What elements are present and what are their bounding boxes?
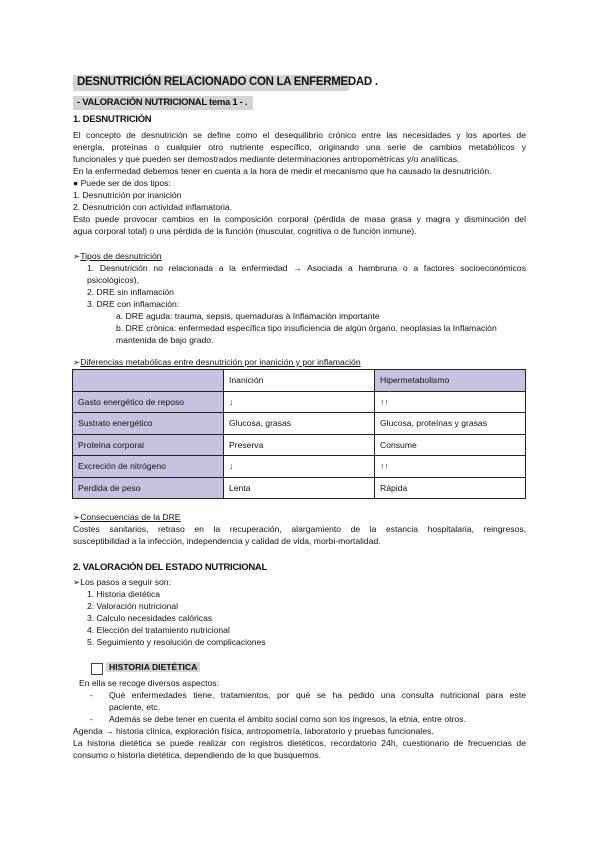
arrow-bullet: ➢ bbox=[73, 577, 81, 587]
dash-bullet: - bbox=[90, 714, 93, 724]
table-row bbox=[73, 456, 526, 478]
table-cell: Sustrato energético bbox=[73, 413, 224, 435]
hist-d2: Además se debe tener en cuenta el ámbito social como son los ingresos, la etnia, entre otros. bbox=[109, 714, 466, 724]
table-cell: Perdida de peso bbox=[73, 477, 224, 499]
table-cell: Lenta bbox=[224, 477, 375, 499]
table-cell: Rápida bbox=[375, 477, 526, 499]
hist-agenda: Agenda → historia clínica, exploración física, antropometría, laboratorio y pruebas funcionales. bbox=[73, 726, 434, 736]
tipos-item-1-cont: psicológicos), bbox=[87, 275, 140, 285]
dif-heading bbox=[73, 356, 361, 368]
s2-step-4: 4. Elección del tratamiento nutricional bbox=[87, 625, 230, 635]
historia-heading: HISTORIA DIETÉTICA bbox=[106, 662, 200, 672]
table-cell: Gasto energético de reposo bbox=[73, 391, 224, 413]
s2-step-5: 5. Seguimiento y resolución de complicaciones bbox=[87, 637, 266, 647]
tipos-item-2: 2. DRE sin inflamación bbox=[87, 287, 174, 297]
table-header-row bbox=[73, 370, 526, 392]
table-cell: ↑↑ bbox=[375, 391, 526, 413]
table-cell: Preserva bbox=[224, 434, 375, 456]
tipos-heading-text: Tipos de desnutrición bbox=[80, 251, 162, 261]
tipos-heading bbox=[73, 250, 162, 262]
page-subtitle: - VALORACIÓN NUTRICIONAL tema 1 - . bbox=[73, 96, 253, 110]
metabolic-differences-table bbox=[72, 369, 526, 499]
s1-p3-line1: Esto puede provocar cambios en la composición corporal (pérdida de masa grasa y magra y disminución del bbox=[73, 214, 526, 224]
table-cell: Excreción de nitrógeno bbox=[73, 456, 224, 478]
tipos-item-3: 3. DRE con inflamación: bbox=[87, 299, 180, 309]
table-row bbox=[73, 434, 526, 456]
s1-p3-line2: agua corporal total) o una pérdida de la función (muscular, cognitiva o de función inmune). bbox=[73, 226, 417, 236]
table-row bbox=[73, 477, 526, 499]
table-cell: ↓ bbox=[224, 391, 375, 413]
hist-last-2: consumo o historia dietética, dependiendo de lo que busquemos. bbox=[73, 750, 321, 760]
arrow-bullet: ➢ bbox=[73, 251, 81, 261]
s1-p1-line3: funcionales y que pueden ser demostrados mediante determinaciones antropométricas y/o analíticas. bbox=[73, 154, 460, 164]
table-header-cell: Inanición bbox=[224, 370, 375, 392]
page-title: DESNUTRICIÓN RELACIONADO CON LA ENFERMEDAD . bbox=[73, 75, 349, 91]
cons-heading-text: Consecuencias de la DRE bbox=[80, 512, 181, 522]
s1-p1-line1: El concepto de desnutrición se define como el desequilibrio crónico entre las necesidades y los aportes de bbox=[73, 130, 526, 140]
table-cell: ↑↑ bbox=[375, 456, 526, 478]
s1-type-2: 2. Desnutrición con actividad inflamatoria. bbox=[73, 202, 233, 212]
hist-intro: En ella se recoge diversos aspectos: bbox=[79, 678, 219, 688]
s1-p2: En la enfermedad debemos tener en cuenta a la hora de medir el mecanismo que ha causado la desnutrición. bbox=[73, 166, 492, 176]
hist-d1: Qué enfermedades tiene, tratamientos, por qué se ha pedido una consulta nutricional para este bbox=[109, 690, 526, 700]
table-cell: ↓ bbox=[224, 456, 375, 478]
table-cell: Proteína corporal bbox=[73, 434, 224, 456]
s1-bullet: ● Puede ser de dos tipos: bbox=[73, 178, 171, 188]
s2-step-3: 3. Calculo necesidades calóricas bbox=[87, 613, 213, 623]
dash-bullet: - bbox=[90, 690, 93, 700]
table-row bbox=[73, 391, 526, 413]
dif-heading-text: Diferencias metabólicas entre desnutrición por inanición y por inflamación bbox=[80, 357, 361, 367]
table-row bbox=[73, 413, 526, 435]
hist-d1-cont: paciente, etc. bbox=[109, 702, 161, 712]
section-2-heading: 2. VALORACIÓN DEL ESTADO NUTRICIONAL bbox=[73, 562, 267, 573]
s2-intro bbox=[73, 576, 171, 588]
tipos-item-1: 1. Desnutrición no relacionada a la enfermedad → Asociada a hambruna o a factores socioeconómicos bbox=[87, 263, 526, 273]
s2-step-2: 2. Valoración nutricional bbox=[87, 601, 179, 611]
table-cell: Glucosa, grasas bbox=[224, 413, 375, 435]
tipos-sub-b-cont: mantenida de bajo grado. bbox=[116, 335, 214, 345]
table-header-cell: Hipermetabolismo bbox=[375, 370, 526, 392]
tipos-sub-b: b. DRE crónica: enfermedad específica tipo insuficiencia de algún órgano, neoplasias la Inflamación bbox=[116, 323, 497, 333]
cons-line1: Costes sanitarios, retraso en la recuperación, alargamiento de la estancia hospitalaria, reingresos, bbox=[73, 524, 526, 534]
table-header-cell bbox=[73, 370, 224, 392]
tipos-sub-a: a. DRE aguda: trauma, sepsis, quemaduras à Inflamación importante bbox=[116, 311, 380, 321]
hist-last-1: La historia dietética se puede realizar con registros dietéticos, recordatorio 24h, cuestionario de frecuencias de bbox=[73, 738, 526, 748]
s1-p1-line2: energía, proteínas o cualquier otro nutriente específico, originando una serie de cambios metabólicos y bbox=[73, 142, 526, 152]
s2-step-1: 1. Historia dietética bbox=[87, 589, 161, 599]
arrow-bullet: ➢ bbox=[73, 512, 81, 522]
table-cell: Glucosa, proteínas y grasas bbox=[375, 413, 526, 435]
table-cell: Consume bbox=[375, 434, 526, 456]
s2-intro-text: Los pasos a seguir son: bbox=[80, 577, 171, 587]
s1-type-1: 1. Desnutrición por inanición bbox=[73, 190, 182, 200]
section-1-heading: 1. DESNUTRICIÓN bbox=[73, 114, 152, 125]
cons-line2: susceptibilidad a la infección, independencia y calidad de vida, morbi-mortalidad. bbox=[73, 536, 381, 546]
cons-heading bbox=[73, 511, 181, 523]
checkbox-icon bbox=[91, 663, 103, 675]
arrow-bullet: ➢ bbox=[73, 357, 81, 367]
